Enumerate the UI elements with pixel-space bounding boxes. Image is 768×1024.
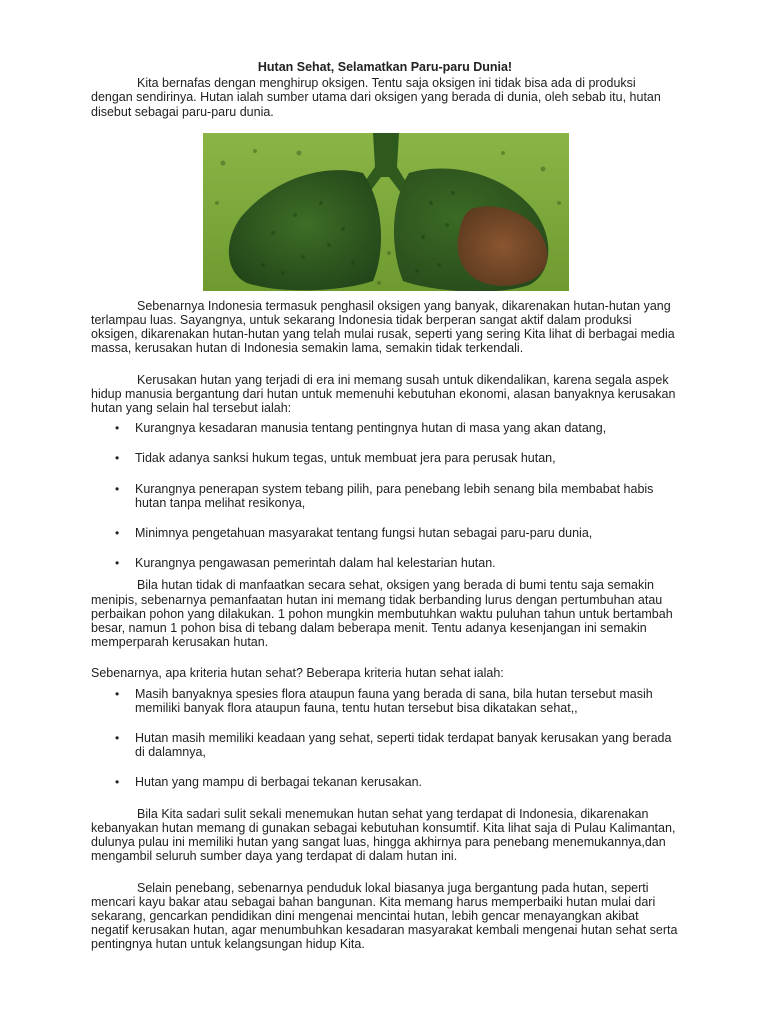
- list-item-text: Tidak adanya sanksi hukum tegas, untuk membuat jera para perusak hutan,: [135, 451, 556, 466]
- criteria-list: [91, 687, 679, 790]
- document-body: [91, 60, 679, 952]
- bullet-glyph: •: [115, 556, 120, 571]
- bullet-glyph: •: [115, 775, 120, 790]
- paragraph-criteria-intro: Sebenarnya, apa kriteria hutan sehat? Beberapa kriteria hutan sehat ialah:: [91, 666, 504, 681]
- list-item: [91, 451, 679, 465]
- list-item-text: Kurangnya pengawasan pemerintah dalam hal kelestarian hutan.: [135, 556, 496, 571]
- lung-forest-illustration: [203, 133, 569, 291]
- list-item-text: Kurangnya kesadaran manusia tentang pentingnya hutan di masa yang akan datang,: [135, 421, 607, 436]
- list-item-text: Kurangnya penerapan system tebang pilih, para penebang lebih senang bila membabat habis hutan tanpa melihat resikonya,: [135, 481, 654, 510]
- list-item: [91, 556, 679, 570]
- list-item-text: Minimnya pengetahuan masyarakat tentang fungsi hutan sebagai paru-paru dunia,: [135, 526, 593, 541]
- list-item: [91, 731, 679, 759]
- bullet-glyph: •: [115, 451, 120, 466]
- lung-forest-image: [203, 133, 569, 291]
- paragraph-kalimantan: Bila Kita sadari sulit sekali menemukan hutan sehat yang terdapat di Indonesia, dikarenakan kebanyakan hutan memang di gunakan sebagai kebutuhan konsumtif. Kita lihat saja di Pulau Kalimantan, dulunya pulau ini memiliki hutan yang sangat luas, hingga akhirnya para penebang menemukannya,dan mengambil seluruh sumber daya yang terdapat di dalam hutan ini.: [91, 806, 676, 864]
- list-item: [91, 482, 679, 510]
- document-title: Hutan Sehat, Selamatkan Paru-paru Dunia!: [257, 60, 513, 74]
- list-item: [91, 526, 679, 540]
- paragraph-indonesia-oxygen: Sebenarnya Indonesia termasuk penghasil oksigen yang banyak, dikarenakan hutan-hutan yang terlampau luas. Sayangnya, untuk sekarang Indonesia tidak berperan sangat aktif dalam produksi oksigen, dikarenakan hutan-hutan yang telah mulai rusak, seperti yang sering Kita lihat di berbagai media massa, kerusakan hutan di Indonesia semakin lama, semakin tidak terkendali.: [91, 298, 675, 356]
- list-item: [91, 687, 679, 715]
- bullet-glyph: •: [115, 481, 120, 496]
- list-item-text: Hutan masih memiliki keadaan yang sehat, seperti tidak terdapat banyak kerusakan yang berada di dalamnya,: [135, 731, 672, 760]
- list-item-text: Hutan yang mampu di berbagai tekanan kerusakan.: [135, 775, 422, 790]
- causes-list: [91, 421, 679, 570]
- bullet-glyph: •: [115, 731, 120, 746]
- list-item: [91, 775, 679, 789]
- paragraph-intro: Kita bernafas dengan menghirup oksigen. Tentu saja oksigen ini tidak bisa ada di produksi dengan sendirinya. Hutan ialah sumber utama dari oksigen yang berada di dunia, oleh sebab itu, hutan disebut sebagai paru-paru dunia.: [91, 76, 661, 119]
- list-item-text: Masih banyaknya spesies flora ataupun fauna yang berada di sana, bila hutan tersebut masih memiliki banyak flora ataupun fauna, tentu hutan tersebut bisa dikatakan sehat,,: [135, 686, 653, 715]
- list-item: [91, 421, 679, 435]
- bullet-glyph: •: [115, 421, 120, 436]
- paragraph-damage-causes: Kerusakan hutan yang terjadi di era ini memang susah untuk dikendalikan, karena segala aspek hidup manusia bergantung dari hutan untuk memenuhi kebutuhan ekonomi, alasan banyaknya kerusakan hutan yang selain hal tersebut ialah:: [91, 372, 676, 416]
- bullet-glyph: •: [115, 686, 120, 701]
- paragraph-conclusion: Selain penebang, sebenarnya penduduk lokal biasanya juga bergantung pada hutan, seperti mencari kayu bakar atau sebagai bahan bangunan. Kita memang harus memperbaiki hutan mulai dari sekarang, gencarkan pendidikan dini mengenai mencintai hutan, lebih gencar menayangkan akibat negatif kerusakan hutan, agar menumbuhkan kesadaran masyarakat kembali mengenai hutan sehat serta pentingnya hutan untuk kelangsungan hidup Kita.: [91, 880, 678, 952]
- paragraph-unhealthy-use: Bila hutan tidak di manfaatkan secara sehat, oksigen yang berada di bumi tentu saja semakin menipis, sebenarnya pemanfaatan hutan ini memang tidak berbanding lurus dengan pertumbuhan atau perbaikan pohon yang dilakukan. 1 pohon mungkin membutuhkan waktu puluhan tahun untuk bertambah besar, namun 1 pohon bisa di tebang dalam beberapa menit. Tentu adanya kesenjangan ini semakin memperparah kerusakan hutan.: [91, 578, 673, 650]
- bullet-glyph: •: [115, 526, 120, 541]
